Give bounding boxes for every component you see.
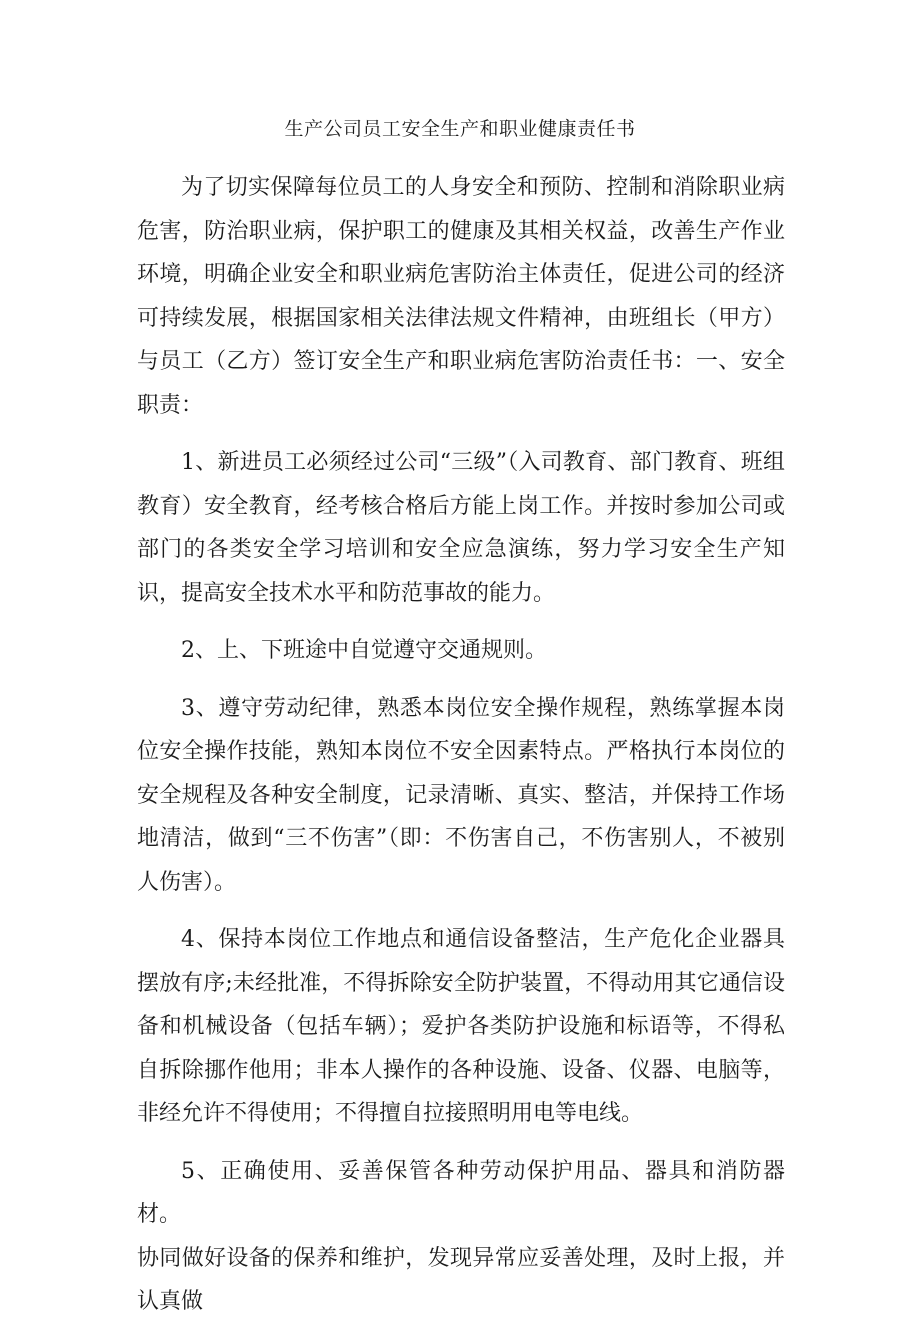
paragraph-item-3: 3、遵守劳动纪律，熟悉本岗位安全操作规程，熟练掌握本岗位安全操作技能，熟知本岗位不安全因素特点。严格执行本岗位的安全规程及各种安全制度，记录清晰、真实、整洁，并保持工作场地清洁，做到“三不伤害”（即：不伤害自己，不伤害别人，不被别人伤害）。 <box>137 695 785 895</box>
paragraph-item-2: 2、上、下班途中自觉遵守交通规则。 <box>181 638 547 663</box>
paragraph-item-4: 4、保持本岗位工作地点和通信设备整洁，生产危化企业器具摆放有序;未经批准，不得拆除安全防护装置，不得动用其它通信设备和机械设备（包括车辆）；爱护各类防护设施和标语等，不得私自拆除挪作他用；非本人操作的各种设施、设备、仪器、电脑等，非经允许不得使用；不得擅自拉接照明用电等电线。 <box>137 927 785 1126</box>
document-body <box>137 166 785 1324</box>
paragraph-continuation: 协同做好设备的保养和维护，发现异常应妥善处理，及时上报，并认真做 <box>137 1245 785 1314</box>
document-title: 生产公司员工安全生产和职业健康责任书 <box>284 118 636 140</box>
paragraph-intro: 为了切实保障每位员工的人身安全和预防、控制和消除职业病危害，防治职业病，保护职工的健康及其相关权益，改善生产作业环境，明确企业安全和职业病危害防治主体责任，促进公司的经济可持续发展，根据国家相关法律法规文件精神，由班组长（甲方）与员工（乙方）签订安全生产和职业病危害防治责任书：一、安全职责： <box>137 175 785 418</box>
paragraph-item-5: 5、正确使用、妥善保管各种劳动保护用品、器具和消防器材。 <box>137 1158 785 1227</box>
paragraph-item-1: 1、新进员工必须经过公司“三级”（入司教育、部门教育、班组教育）安全教育，经考核合格后方能上岗工作。并按时参加公司或部门的各类安全学习培训和安全应急演练，努力学习安全生产知识，提高安全技术水平和防范事故的能力。 <box>137 450 785 606</box>
